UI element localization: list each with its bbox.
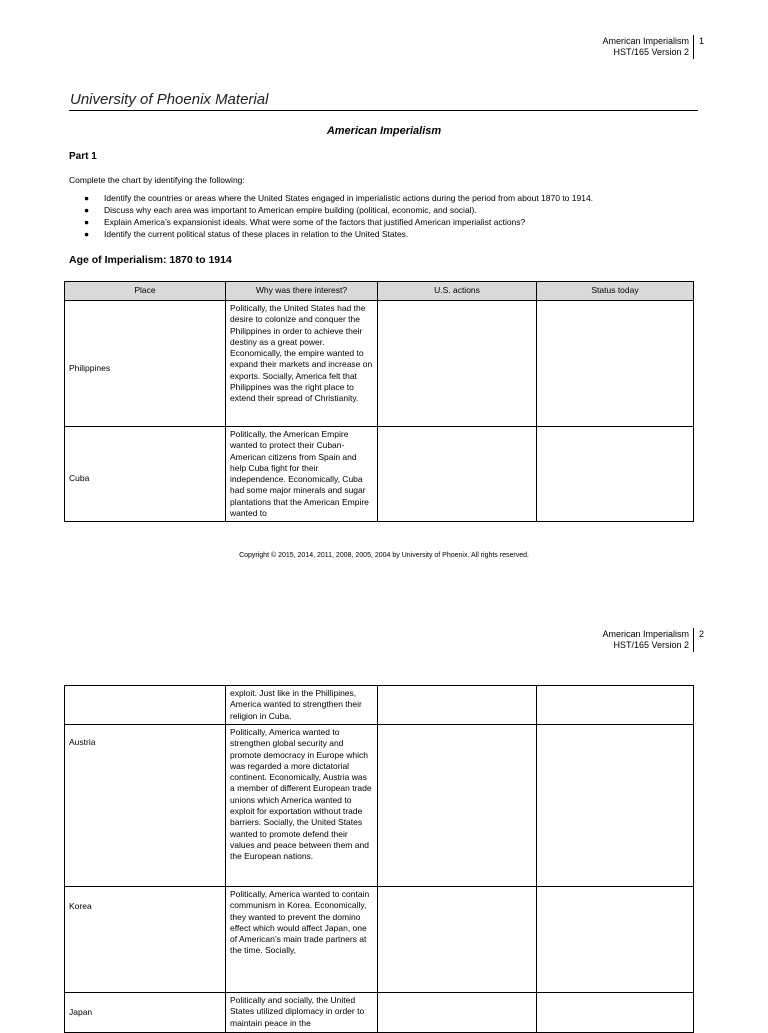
interest-cell: Politically, the American Empire wanted to protect their Cuban-American citizens from Spain and help Cuba fight for their independence. Economically, Cuba had some major minerals and sugar plantations that the American Empire wanted to bbox=[226, 427, 378, 522]
table-row bbox=[65, 301, 694, 427]
instructions: Complete the chart by identifying the following: bbox=[69, 175, 245, 185]
page-number: 1 bbox=[699, 36, 705, 46]
part-heading: Part 1 bbox=[69, 151, 97, 162]
table-row bbox=[65, 686, 694, 725]
instruction-list bbox=[84, 192, 593, 240]
place-cell: Cuba bbox=[65, 427, 226, 522]
col-header-actions: U.S. actions bbox=[378, 282, 537, 301]
list-item: ● Explain America’s expansionist ideals. What were some of the factors that justified American imperialist actions? bbox=[84, 217, 526, 227]
bullet-icon: ● bbox=[84, 205, 90, 215]
col-header-status: Status today bbox=[537, 282, 694, 301]
status-cell[interactable] bbox=[537, 993, 694, 1033]
interest-cell: Politically and socially, the United States utilized diplomacy in order to maintain peace in the bbox=[226, 993, 378, 1033]
place-cell bbox=[65, 686, 226, 725]
list-item: ● Discuss why each area was important to American empire building (political, economic, and social). bbox=[84, 205, 477, 215]
status-cell[interactable] bbox=[537, 301, 694, 427]
table-header-row bbox=[65, 282, 694, 301]
imperialism-table-part2 bbox=[64, 685, 694, 1033]
title-rule bbox=[69, 110, 698, 111]
header-divider bbox=[693, 35, 694, 59]
university-title: University of Phoenix Material bbox=[70, 91, 269, 108]
list-item: ● Identify the countries or areas where the United States engaged in imperialistic actions during the period from about 1870 to 1914. bbox=[84, 193, 594, 203]
page-number: 2 bbox=[699, 629, 705, 639]
interest-cell: exploit. Just like in the Phillipines, America wanted to strengthen their religion in Cuba. bbox=[226, 686, 378, 725]
table-row bbox=[65, 993, 694, 1033]
actions-cell[interactable] bbox=[378, 887, 537, 993]
actions-cell[interactable] bbox=[378, 427, 537, 522]
header-title: American Imperialism bbox=[602, 36, 689, 46]
interest-cell: Politically, America wanted to contain communism in Korea. Economically, they wanted to prevent the domino effect which would affect Japan, one of American’s main trade partners at the time. Socially, bbox=[226, 887, 378, 993]
header-divider bbox=[693, 628, 694, 652]
bullet-icon: ● bbox=[84, 217, 90, 227]
place-cell: Austria bbox=[65, 725, 226, 887]
status-cell[interactable] bbox=[537, 887, 694, 993]
list-item: ● Identify the current political status of these places in relation to the United States. bbox=[84, 229, 409, 239]
copyright-notice: Copyright © 2015, 2014, 2011, 2008, 2005, 2004 by University of Phoenix. All rights reserved. bbox=[239, 552, 529, 559]
bullet-icon: ● bbox=[84, 229, 90, 239]
status-cell[interactable] bbox=[537, 686, 694, 725]
page-header bbox=[602, 629, 689, 651]
bullet-icon: ● bbox=[84, 193, 90, 203]
section-heading: Age of Imperialism: 1870 to 1914 bbox=[69, 254, 232, 266]
table-row bbox=[65, 887, 694, 993]
place-cell: Japan bbox=[65, 993, 226, 1033]
header-course: HST/165 Version 2 bbox=[613, 640, 689, 650]
actions-cell[interactable] bbox=[378, 686, 537, 725]
page-header bbox=[602, 36, 689, 58]
header-title: American Imperialism bbox=[602, 629, 689, 639]
document-title: American Imperialism bbox=[326, 125, 442, 137]
place-cell: Philippines bbox=[65, 301, 226, 427]
table-row bbox=[65, 427, 694, 522]
table-row bbox=[65, 725, 694, 887]
actions-cell[interactable] bbox=[378, 301, 537, 427]
header-course: HST/165 Version 2 bbox=[613, 47, 689, 57]
status-cell[interactable] bbox=[537, 427, 694, 522]
actions-cell[interactable] bbox=[378, 993, 537, 1033]
place-cell: Korea bbox=[65, 887, 226, 993]
interest-cell: Politically, the United States had the desire to colonize and conquer the Philippines in order to achieve their destiny as a great power. Economically, the empire wanted to expand their markets and increase on exports. Socially, America felt that Philippines was the right place to extend their spread of Christianity. bbox=[226, 301, 378, 427]
col-header-place: Place bbox=[65, 282, 226, 301]
status-cell[interactable] bbox=[537, 725, 694, 887]
actions-cell[interactable] bbox=[378, 725, 537, 887]
imperialism-table-part1 bbox=[64, 281, 694, 522]
interest-cell: Politically, America wanted to strengthen global security and promote democracy in Europe which was regarded a more dictatorial continent. Economically, Austria was a member of different European trade unions which America wanted to exploit for exportation without trade barriers. Socially, the United States wanted to promote defend their values and peace between them and the European nations. bbox=[226, 725, 378, 887]
col-header-interest: Why was there interest? bbox=[226, 282, 378, 301]
